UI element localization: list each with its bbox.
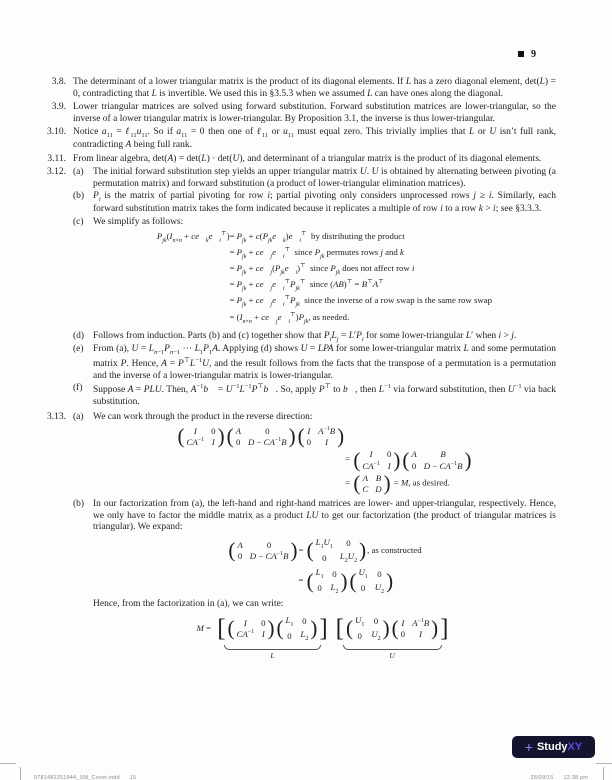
equation-final-factorization: M = [ ( I 0 $CA^{-1}$ I ) ( $L_1$ 0 0 $L_2$ ) ] L [ ( $U_1$ 0 0 $U_2$ ) ( I $A^{-1}B$ 0 I ) ] U — [196, 614, 449, 660]
equation-lhs: ( A 0 0 $D - CA^{-1}B$ ) — [228, 538, 298, 563]
equation-rhs: = ( A B C D ) = M, as desired. — [345, 470, 450, 495]
part-label: (b) — [73, 191, 85, 202]
solution-item-3-9 — [38, 102, 556, 125]
part-label: (e) — [73, 344, 84, 355]
equation-lhs: ( I 0 $CA^{-1}$ I ) ( A 0 0 $D - CA^{-1}B$ ) ( I $A^{-1}B$ 0 I ) — [177, 424, 345, 449]
equation-rhs: = $P_{jk}$ + $ce⃗_je⃗_i^⊤P_{jk}$ since the inverse of a row swap is the same row swap — [229, 295, 493, 309]
part-label: (b) — [73, 498, 85, 509]
item-text: From linear algebra, det(A) = det(L) · det(U), and determinant of a triangular matrix is the product of its diagonal elements. — [73, 153, 542, 164]
part-hence-text: Hence, from the factorization in (a), we can write: — [93, 599, 284, 610]
item-body — [73, 167, 556, 409]
part-body — [93, 412, 556, 498]
part-e — [73, 344, 556, 382]
part-c — [73, 217, 556, 330]
item-number: 3.9. — [51, 102, 66, 113]
footer-datetime — [524, 769, 588, 780]
part-text: Suppose A = PLU. Then, $A^{-1}b⃗$ = $U^{-1}L^{-1}P^⊤b⃗$. So, apply P⊤ to b⃗, then $L^{-1}$ via forward substitution, then $U^{-1}$ via back substitution. — [93, 383, 557, 408]
part-label: (a) — [73, 411, 84, 422]
equation-lhs: $P_{jk}(I_{n\times n}$ + $ce⃗_ke⃗_i^⊤$) — [156, 231, 230, 245]
part-f — [73, 383, 556, 408]
solutions-content — [38, 77, 556, 664]
equation-rhs: = $P_{jk}$ + $ce⃗_je⃗_i^⊤P_{jk}^⊤$ since (AB)⊤ = B⊤A⊤ — [229, 279, 384, 293]
page-number: 9 — [531, 49, 536, 60]
part-intro: We simplify as follows: — [93, 216, 184, 227]
footer-date: 28/09/15 — [530, 775, 554, 780]
section-square-icon — [518, 51, 525, 58]
equation-rhs: = ( $L_1U_1$ 0 0 $L_2U_2$ ) , as constructed — [298, 536, 422, 565]
page-header — [518, 49, 537, 60]
item-number: 3.10. — [47, 127, 66, 138]
crop-mark-right-horizontal — [596, 763, 612, 764]
part-body — [93, 499, 556, 661]
solution-item-3-10 — [38, 127, 556, 151]
item-number: 3.12. — [47, 167, 66, 178]
equation-middle-factor — [93, 537, 556, 596]
equation-rhs: = $P_{jk}$ + $ce⃗_je⃗_i^⊤$ since $P_{jk}$ permutes rows j and k — [229, 247, 404, 261]
brand-study: Study — [536, 741, 568, 753]
footer-filename: 9781482251944_SM_Cover.indd — [33, 775, 120, 780]
item-text: The determinant of a lower triangular matrix is the product of its diagonal elements. If L has a zero diagonal element, det(L) = 0, contradicting that L is invertible. We used this in §3.5.3 when we assumed L can have ones along the diagonal. — [73, 77, 556, 99]
part-a — [73, 167, 556, 190]
plus-icon: + — [524, 738, 533, 755]
item-text: Lower triangular matrices are solved using forward substitution. Forward substitution matrices are lower-triangular, so the inverse of a lower triangular matrix is lower-triangular. By Proposition 3.1, the inverse is thus lower-triangular. — [73, 102, 556, 124]
part-a — [73, 412, 556, 498]
equation-block-product — [93, 426, 556, 494]
solution-item-3-12 — [38, 167, 556, 409]
equation-rhs: = ( I 0 $CA^{-1}$ I ) ( A B 0 $D - CA^{-1}B$ ) — [345, 447, 472, 472]
crop-mark-left-vertical — [20, 767, 21, 780]
part-intro: In our factorization from (a), the left-hand and right-hand matrices are lower- and upper-triangular, respectively. Hence, we only have to factor the middle matrix as a product LU to get our factorization (the product of triangular matrices is triangular). We expand: — [93, 498, 556, 533]
part-label: (d) — [73, 330, 85, 341]
item-number: 3.13. — [47, 411, 66, 422]
part-text: From (a), $U = L_{n-1}P_{n-1}$ ⋯ $L_1P_1A$. Applying (d) shows U = LPA for some lower-triangular matrix L and some permutation matrix P. Hence, $A = P^⊤L^{-1}U$, and the result follows from the facts that the transpose of a permutation is a permutation and the inverse of a lower-triangular matrix is lower-triangular. — [93, 344, 556, 381]
part-text: $P_i$ is the matrix of partial pivoting for row i; partial pivoting only considers unprocessed rows j ≥ i. Similarly, each forward substitution matrix takes the form indicated because it replicates a multiple of row i to a row k > i; see §3.3.3. — [93, 191, 556, 215]
part-label: (c) — [73, 216, 84, 227]
equation-rhs: = $P_{jk}$ + $c(P_{jk}e⃗_k)e⃗_i^⊤$ by distributing the product — [229, 231, 405, 245]
part-b — [73, 499, 556, 661]
part-body — [93, 217, 556, 330]
item-body — [73, 412, 556, 662]
part-d — [73, 331, 556, 344]
solution-item-3-11 — [38, 154, 556, 166]
part-text: Follows from induction. Parts (b) and (c) together show that $P_iL_j = L'P_i$ for some lower-triangular L′ when i > j. — [93, 330, 517, 343]
part-intro: We can work through the product in the reverse direction: — [93, 411, 313, 422]
part-label: (a) — [73, 167, 84, 178]
equation-rhs: = ($I_{n\times n}$ + $ce⃗_je⃗_i^⊤)P_{jk}$, as needed. — [229, 311, 350, 325]
equation-simplification — [93, 231, 556, 325]
solution-item-3-8 — [38, 77, 556, 100]
item-text: Notice $a_{11}$ = $\ell_{11}u_{11}$. So if $a_{11} = 0$ then one of ℓ$_{11}$ or $u_{11}$ must equal zero. This trivially implies that L or U isn’t full rank, contradicting A being full rank. — [73, 127, 556, 151]
equation-rhs: = $P_{jk}$ + $ce⃗_j(P_{jk}e⃗_i)^⊤$ since $P_{jk}$ does not affect row i — [229, 263, 415, 277]
brand-xy: XY — [567, 741, 583, 753]
crop-mark-left-horizontal — [0, 763, 16, 764]
item-number: 3.8. — [51, 77, 66, 87]
part-label: (f) — [73, 383, 83, 394]
part-b — [73, 191, 556, 215]
item-number: 3.11. — [47, 153, 66, 164]
footer-time: 12:38 pm — [563, 775, 588, 780]
equation-rhs: = ( $L_1$ 0 0 $L_2$ ) ( $U_1$ 0 0 $U_2$ ) — [298, 566, 394, 595]
part-text: The initial forward substitution step yields an upper triangular matrix U. U is obtained by alternating between pivoting (a permutation matrix) and forward substitution (a product of lower-triangular elimination matrices). — [93, 167, 556, 189]
footer-sheet-number: 15 — [129, 775, 137, 780]
crop-mark-right-vertical — [603, 767, 604, 780]
solution-item-3-13 — [38, 412, 556, 662]
studyxy-logo-badge[interactable] — [512, 736, 595, 758]
footer-file-info — [27, 769, 136, 780]
